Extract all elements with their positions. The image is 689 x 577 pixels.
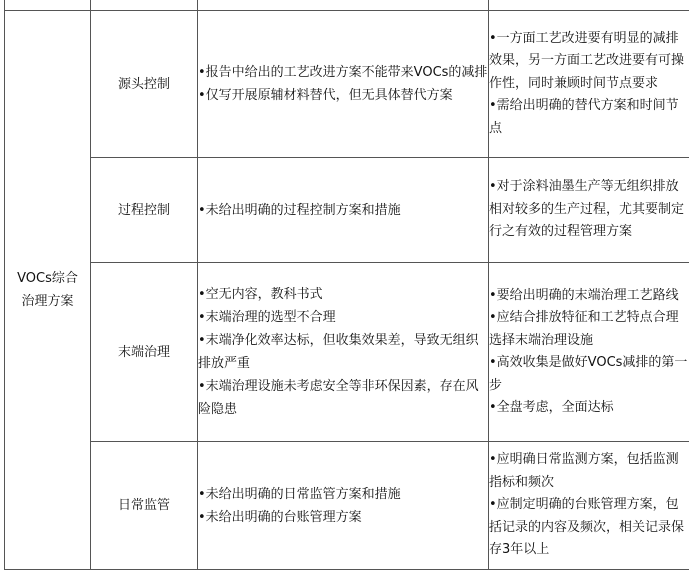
issue-item: •末端净化效率达标，但收集效果差，导致无组织排放严重 [198, 333, 479, 371]
category-cell [5, 11, 91, 570]
requirement-item: •一方面工艺改进要有明显的减排效果，另一方面工艺改进要有可操作性，同时兼顾时间节点要求 [489, 30, 685, 91]
requirement-item: •高效收集是做好VOCs减排的第一步 [489, 355, 688, 393]
issue-item: •末端治理设施未考虑安全等非环保因素，存在风险隐患 [198, 379, 479, 417]
requirement-item: •应明确日常监测方案，包括监测指标和频次 [489, 452, 679, 490]
row-name-cell [91, 11, 198, 158]
table-row [5, 158, 689, 263]
requirement-item: •要给出明确的末端治理工艺路线 [489, 287, 679, 303]
requirement-item: •应制定明确的台账管理方案，包括记录的内容及频次，相关记录保存3年以上 [489, 497, 685, 558]
requirements-cell [489, 11, 689, 158]
row-name-cell [91, 263, 198, 442]
table-row [5, 442, 689, 570]
cell-empty [91, 0, 198, 11]
issue-item: •未给出明确的过程控制方案和措施 [198, 202, 401, 218]
cell-empty [489, 0, 689, 11]
cell-empty [5, 0, 91, 11]
table-row [5, 263, 689, 442]
issue-item: •空无内容，教科书式 [198, 287, 323, 302]
cell-empty [198, 0, 489, 11]
issue-item: •末端治理的选型不合理 [198, 310, 336, 325]
issues-cell [198, 158, 489, 263]
issues-cell [198, 11, 489, 158]
requirements-cell [489, 263, 689, 442]
issue-item: •仅写开展原辅材料替代，但无具体替代方案 [198, 88, 453, 103]
table-row [5, 11, 689, 158]
row-name: 源头控制 [117, 76, 170, 92]
issues-cell [198, 263, 489, 442]
issues-cell [198, 442, 489, 570]
row-name-cell [91, 442, 198, 570]
row-name: 末端治理 [117, 344, 170, 360]
row-name: 日常监管 [117, 498, 170, 513]
vocs-table [4, 0, 689, 570]
table-row-cutoff [5, 0, 689, 11]
category-label: VOCs综合治理方案 [17, 271, 78, 309]
requirement-item: •对于涂料油墨生产等无组织排放相对较多的生产过程，尤其要制定行之有效的过程管理方案 [489, 179, 685, 240]
issue-item: •未给出明确的台账管理方案 [198, 509, 362, 525]
requirement-item: •应结合排放特征和工艺特点合理选择末端治理设施 [489, 310, 679, 348]
issue-item: •未给出明确的日常监管方案和措施 [198, 486, 401, 502]
issue-item: •报告中给出的工艺改进方案不能带来VOCs的减排 [198, 65, 488, 80]
row-name: 过程控制 [117, 202, 170, 218]
requirements-cell [489, 442, 689, 570]
requirements-cell [489, 158, 689, 263]
requirement-item: •需给出明确的替代方案和时间节点 [489, 98, 679, 136]
requirement-item: •全盘考虑，全面达标 [489, 400, 614, 415]
row-name-cell [91, 158, 198, 263]
